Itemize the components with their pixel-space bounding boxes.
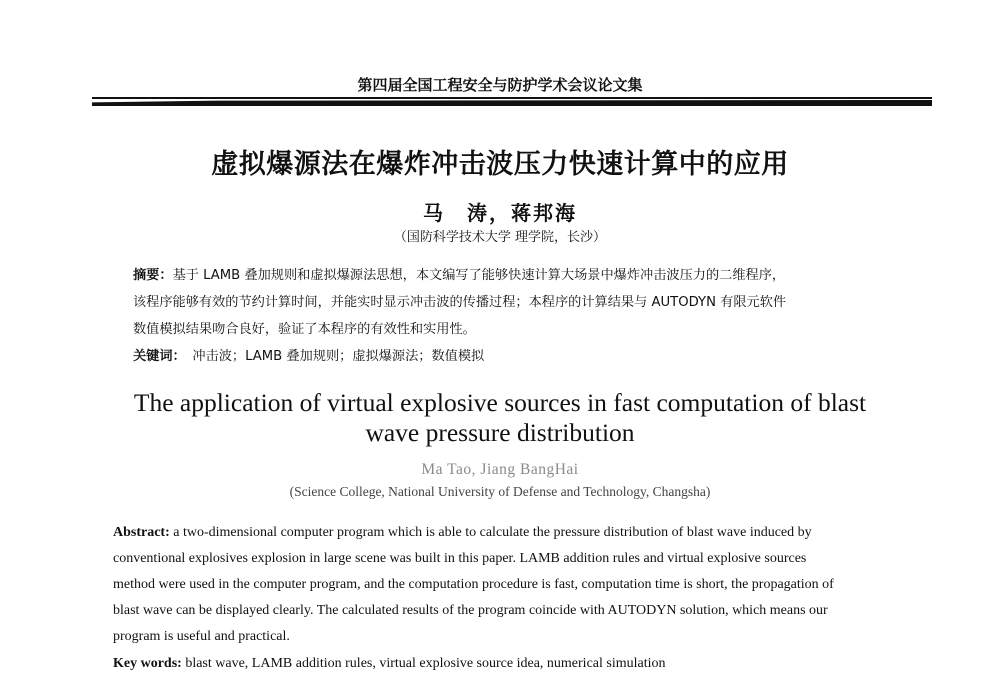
paper-title-en bbox=[0, 388, 1000, 448]
abstract-cn-label: 摘要： bbox=[133, 268, 173, 283]
abstract-cn-text: 基于 LAMB 叠加规则和虚拟爆源法思想，本文编写了能够快速计算大场景中爆炸冲击波压力的二维程序， bbox=[172, 268, 786, 283]
paper-title-cn: 虚拟爆源法在爆炸冲击波压力快速计算中的应用 bbox=[211, 149, 789, 180]
abstract-en-line-2: conventional explosives explosion in large scene was built in this paper. LAMB addition rules and virtual explosive sources bbox=[113, 551, 807, 566]
running-header: 第四届全国工程安全与防护学术会议论文集 bbox=[357, 76, 643, 94]
abstract-cn-line-2: 该程序能够有效的节约计算时间，并能实时显示冲击波的传播过程；本程序的计算结果与 AUTODYN 有限元软件 bbox=[133, 295, 787, 310]
abstract-cn-line-3: 数值模拟结果吻合良好，验证了本程序的有效性和实用性。 bbox=[133, 322, 476, 337]
abstract-en-text: a two-dimensional computer program which is able to calculate the pressure distribution of blast wave induced by bbox=[173, 525, 812, 540]
paper-title-en-line-2: wave pressure distribution bbox=[365, 418, 635, 447]
abstract-en-label: Abstract: bbox=[113, 525, 170, 540]
header-rule-thin bbox=[92, 97, 932, 99]
abstract-cn-line-1 bbox=[133, 264, 928, 287]
keywords-cn-text: 冲击波；LAMB 叠加规则；虚拟爆源法；数值模拟 bbox=[192, 349, 485, 364]
paper-title-en-line-1: The application of virtual explosive sources in fast computation of blast bbox=[133, 388, 867, 417]
abstract-en-line-1 bbox=[113, 520, 923, 546]
abstract-en-line-3: method were used in the computer program, and the computation procedure is fast, computation time is short, the propagation of bbox=[113, 577, 834, 592]
keywords-en-text: blast wave, LAMB addition rules, virtual explosive source idea, numerical simulation bbox=[185, 656, 666, 671]
affiliation-en: (Science College, National University of Defense and Technology, Changsha) bbox=[289, 484, 711, 499]
authors-en: Ma Tao, Jiang BangHai bbox=[421, 461, 579, 478]
keywords-en bbox=[113, 651, 923, 677]
header-rule-thick bbox=[92, 100, 932, 106]
keywords-en-label: Key words: bbox=[113, 656, 182, 671]
keywords-cn bbox=[133, 345, 928, 368]
authors-cn: 马 涛，蒋邦海 bbox=[423, 201, 577, 225]
abstract-en-line-5: program is useful and practical. bbox=[113, 629, 290, 644]
abstract-en-line-4: blast wave can be displayed clearly. The calculated results of the program coincide with AUTODYN solution, which means our bbox=[113, 603, 828, 618]
affiliation-cn: （国防科学技术大学 理学院，长沙） bbox=[393, 230, 607, 245]
keywords-cn-label: 关键词： bbox=[133, 349, 180, 364]
